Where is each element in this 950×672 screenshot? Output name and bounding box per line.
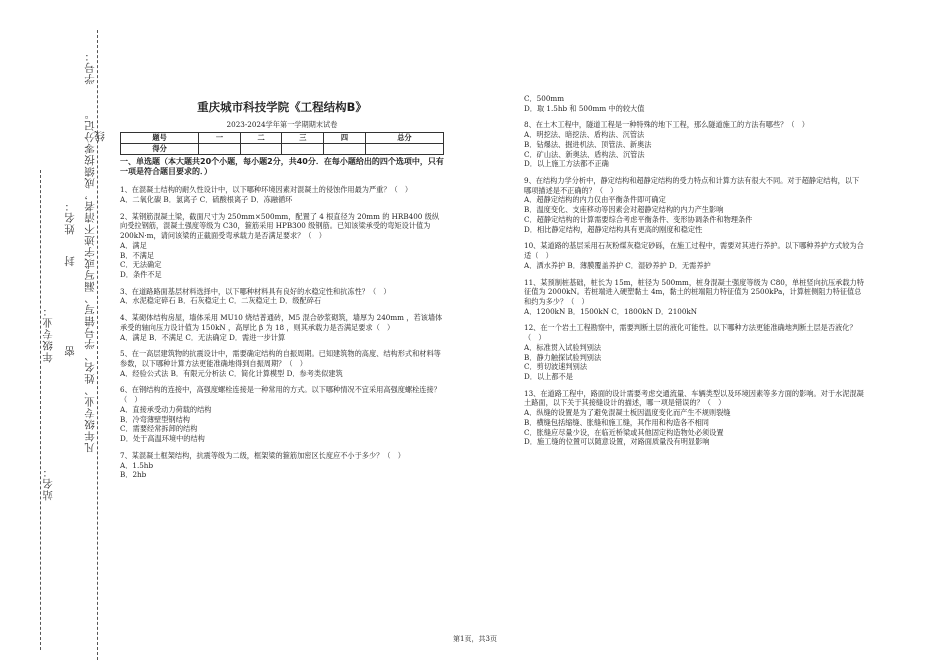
- question-option: A．满足 B．不满足 C．无法确定 D．需进一步计算: [120, 332, 286, 342]
- score-table: [120, 132, 444, 154]
- exam-title: 重庆城市科技学院《工程结构B》: [197, 100, 367, 114]
- question-option: C．胀缝应尽量少设，在临近桥梁或其他固定构造物处必须设置: [524, 427, 724, 437]
- score-input-cell[interactable]: [282, 143, 324, 154]
- question: [524, 323, 864, 381]
- question-option: B．温度变化、支座移动等因素会对超静定结构的内力产生影响: [524, 205, 724, 215]
- question-option: A．水泥稳定碎石 B．石灰稳定土 C．二灰稳定土 D．级配碎石: [120, 296, 322, 306]
- question-option: C．无法确定: [120, 260, 162, 270]
- question: [524, 176, 864, 234]
- question-option: A．标准贯入试验判别法: [524, 342, 602, 352]
- score-cell: 总分: [365, 133, 443, 144]
- question-list: [524, 94, 864, 447]
- score-input-cell[interactable]: [199, 143, 241, 154]
- score-cell: 得分: [121, 143, 199, 154]
- question: [120, 349, 444, 378]
- score-table-score-row: [121, 143, 444, 154]
- question-option: A．经验公式法 B．有限元分析法 C．简化计算模型 D．参考类似建筑: [120, 368, 343, 378]
- seal-mark-2: 封: [64, 255, 76, 267]
- score-cell: 题号: [121, 133, 199, 144]
- question-option: B．冷弯薄壁型钢结构: [120, 414, 190, 424]
- question: [524, 278, 864, 317]
- question-option: C．需要经常拆卸的结构: [120, 424, 198, 434]
- question-option: D．处于高温环境中的结构: [120, 434, 205, 444]
- question-stem: 12、在一个岩土工程勘察中，需要判断土层的液化可能性。以下哪种方法更能准确地判断土层是否液化？（ ）: [524, 323, 857, 343]
- question-option: D．施工缝的位置可以随意设置，对路面质量没有明显影响: [524, 437, 710, 447]
- binding-dashed-line-inner: [40, 170, 41, 650]
- question-option: D．以上都不是: [524, 371, 573, 381]
- question-stem: 9、在结构力学分析中，静定结构和超静定结构的受力特点和计算方法有很大不同。对于超静定结构，以下哪项描述是不正确的？（ ）: [524, 176, 860, 195]
- page-footer: 第1页，共3页: [453, 635, 497, 643]
- question-stem: 6、在钢结构的连接中，高强度螺栓连接是一种常用的方式。以下哪种情况不宜采用高强度螺栓连接？（ ）: [120, 385, 441, 405]
- seal-mark-1: 密: [64, 345, 76, 357]
- question-option: C．超静定结构的计算需要综合考虑平衡条件、变形协调条件和物理条件: [524, 214, 753, 224]
- question: [524, 94, 864, 113]
- question-stem: 13、在道路工程中，路面的设计需要考虑交通流量、车辆类型以及环境因素等多方面的影响。对于水泥混凝土路面，以下关于其接缝设计的描述，哪一项是错误的？（ ）: [524, 388, 864, 408]
- score-cell: 三: [282, 133, 324, 144]
- question-option: A．纵缝的设置是为了避免混凝土板因温度变化而产生不规则裂缝: [524, 408, 731, 418]
- question-option: C．矿山法、新奥法、盾构法、沉管法: [524, 149, 645, 159]
- question: [524, 241, 864, 270]
- seal-mark-3: 线: [94, 130, 106, 142]
- binding-dashed-line: [97, 30, 98, 660]
- question-list: [120, 185, 444, 480]
- question: [120, 313, 444, 342]
- question-option: A．1.5hb: [120, 460, 154, 470]
- question-option: A．明挖法、暗挖法、盾构法、沉管法: [524, 130, 645, 140]
- question-stem: 1、在混凝土结构的耐久性设计中，以下哪种环境因素对混凝土的侵蚀作用最为严重？（ ）: [120, 185, 413, 195]
- question-option: A．二氧化碳 B．氯离子 C．硫酸根离子 D．冻融循环: [120, 194, 293, 204]
- question-option: D．取 1.5hb 和 500mm 中的较大值: [524, 103, 645, 113]
- school-label: 站名：: [42, 466, 54, 501]
- question-option: B．静力触探试验判别法: [524, 352, 602, 362]
- question-option: A．洒水养护 B．薄膜覆盖养护 C．湿砂养护 D．无需养护: [524, 260, 711, 270]
- score-table-header-row: [121, 133, 444, 144]
- score-input-cell[interactable]: [240, 143, 282, 154]
- name-label: 姓名：: [64, 200, 76, 235]
- question-stem: 11、某预制桩基础，桩长为 15m，桩径为 500mm，桩身混凝土强度等级为 C80，单桩竖向抗压承载力特征值为 2000kN。若桩端进入硬塑黏土 4m，黏土的桩端阻力特征值为 2500kPa，计算桩侧阻力特征值总和约为多少？（ ）: [524, 277, 864, 306]
- student-id-label: 学号：: [84, 50, 96, 85]
- question-option: A．1200kN B．1500kN C．1800kN D．2100kN: [524, 306, 698, 316]
- question-option: B．不满足: [120, 250, 155, 260]
- question: [120, 385, 444, 443]
- question-stem: 3、在道路路面基层材料选择中，以下哪种材料具有良好的水稳定性和抗冻性？（ ）: [120, 286, 391, 296]
- question-option: B．钻爆法、掘进机法、顶管法、新奥法: [524, 139, 652, 149]
- binding-warning: 凡年级专业、姓名、学号错写、漏写或字迹不清者，成绩按零分记。: [84, 108, 96, 453]
- question-option: D．相比静定结构，超静定结构具有更高的刚度和稳定性: [524, 224, 703, 234]
- question-option: D．条件不足: [120, 270, 162, 280]
- question-stem: 5、在一高层建筑物的抗震设计中，需要确定结构的自振周期。已知建筑物的高度、结构形式和材料等参数，以下哪种计算方法更能准确地得到自振周期？（ ）: [120, 349, 441, 369]
- question-option: A．超静定结构的内力仅由平衡条件即可确定: [524, 195, 666, 205]
- question-stem: 4、某砌体结构房屋，墙体采用 MU10 烧结普通砖，M5 混合砂浆砌筑，墙厚为 240mm ，若该墙体承受的轴向压力设计值为 150kN ，高厚比 β 为 18 ，则其承载力是否满足要求（ ）: [120, 313, 443, 332]
- question: [524, 120, 864, 169]
- question-stem: 7、某混凝土框架结构，抗震等级为二级，框架梁的箍筋加密区长度应不小于多少？（ ）: [120, 450, 405, 460]
- question-stem: 8、在土木工程中，隧道工程是一种特殊的地下工程，那么隧道施工的方法有哪些？（ ）: [524, 120, 809, 130]
- question: [120, 287, 444, 306]
- question: [120, 185, 444, 204]
- score-input-cell[interactable]: [365, 143, 443, 154]
- grade-major-label: 年级专业：: [42, 305, 54, 363]
- binding-margin: [0, 0, 112, 672]
- score-cell: 二: [240, 133, 282, 144]
- question-option: C．500mm: [524, 94, 565, 103]
- question-option: B．横缝包括缩缝、胀缝和施工缝，其作用和构造各不相同: [524, 417, 709, 427]
- question-stem: 10、某道路的基层采用石灰粉煤灰稳定砂砾，在施工过程中，需要对其进行养护。以下哪种养护方式较为合适（ ）: [524, 241, 864, 261]
- score-cell: 四: [324, 133, 366, 144]
- question-option: A．满足: [120, 240, 147, 250]
- question-stem: 2、某钢筋混凝土梁，截面尺寸为 250mm×500mm，配置了 4 根直径为 20mm 的 HRB400 级纵向受拉钢筋，混凝土强度等级为 C30，箍筋采用 HPB300 级钢筋。已知该梁承受的弯矩设计值为 200kN·m，请问该梁的正截面受弯承载力是否满足要求？（ ）: [120, 211, 440, 241]
- question-option: D．以上施工方法都不正确: [524, 159, 609, 169]
- question: [120, 451, 444, 480]
- question-option: B．2hb: [120, 470, 147, 480]
- score-cell: 一: [199, 133, 241, 144]
- question: [524, 389, 864, 447]
- score-input-cell[interactable]: [324, 143, 366, 154]
- question-option: A．直接承受动力荷载的结构: [120, 404, 212, 414]
- question-option: C．剪切波速判别法: [524, 362, 588, 372]
- left-column: [120, 94, 444, 480]
- exam-subtitle: 2023-2024学年第一学期期末试卷: [226, 119, 338, 129]
- right-column: [524, 94, 864, 447]
- section-heading: 一、单选题（本大题共20个小题，每小题2分，共40分．在每小题给出的四个选项中，只有一项是符合题目要求的．）: [120, 156, 444, 177]
- question: [120, 212, 444, 280]
